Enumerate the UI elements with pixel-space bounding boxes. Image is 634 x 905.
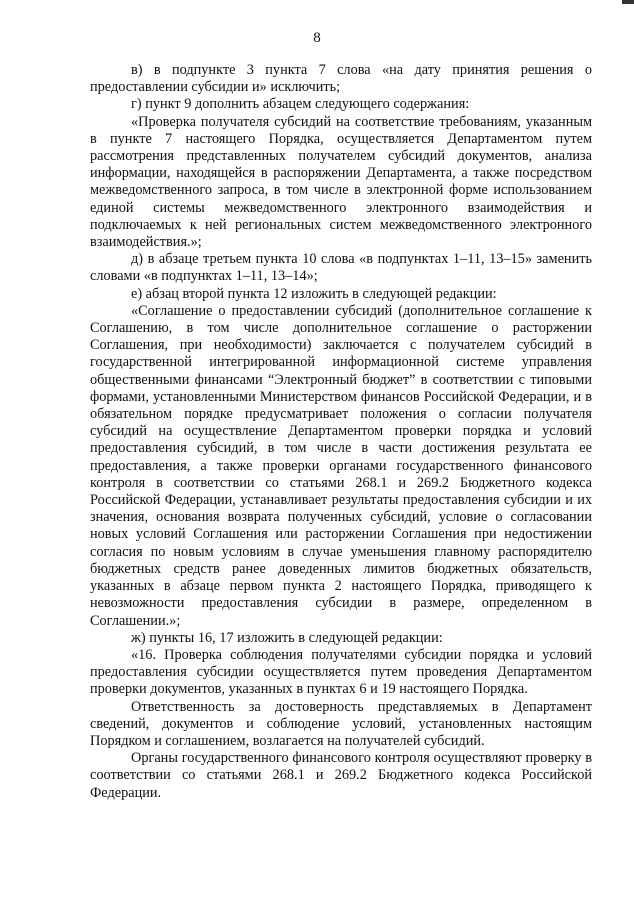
document-body xyxy=(90,62,592,802)
scan-corner-mark xyxy=(622,0,634,4)
paragraph-item-g: г) пункт 9 дополнить абзацем следующего содержания: xyxy=(131,96,470,113)
paragraph-item-e: е) абзац второй пункта 12 изложить в следующей редакции: xyxy=(131,285,497,302)
paragraph-financial-control: Органы государственного финансового контроля осуществляют проверку в соответствии со статьями 268.1 и 269.2 Бюджетного кодекса Российской Федерации. xyxy=(90,750,592,801)
paragraph-quote-agreement: «Соглашение о предоставлении субсидий (дополнительное соглашение к Соглашению, в том числе дополнительное соглашение о расторжении Соглашения, при необходимости) заключается с получателем субсидий в государственной интегрированной информационной системе управления общественными финансами “Электронный бюджет” в соответствии с типовыми формами, установленными Министерством финансов Российской Федерации, и в обязательном порядке предусматривает положения о согласии получателя субсидий на осуществление Департаментом проверки порядка и условий предоставления субсидий, в том числе в части достижения результата ее предоставления, а также проверки органами государственного финансового контроля в соответствии со статьями 268.1 и 269.2 Бюджетного кодекса Российской Федерации, устанавливает результаты предоставления субсидии и их значения, основания возврата полученных субсидий, условие о согласовании новых условий Соглашения или расторжении Соглашения при недостижении согласия по новым условиям в случае уменьшения главному распорядителю бюджетных средств ранее доведенных лимитов бюджетных обязательств, указанных в абзаце первом пункта 2 настоящего Порядка, приводящего к невозможности предоставления субсидии в размере, определенном в Соглашении.»; xyxy=(90,302,592,629)
paragraph-item-zh: ж) пункты 16, 17 изложить в следующей редакции: xyxy=(131,629,443,646)
paragraph-item-d: д) в абзаце третьем пункта 10 слова «в подпунктах 1–11, 13–15» заменить словами «в подпунктах 1–11, 13–14»; xyxy=(90,251,592,285)
page-number: 8 xyxy=(313,30,321,46)
paragraph-point-16: «16. Проверка соблюдения получателями субсидии порядка и условий предоставления субсидии осуществляется путем проведения Департаментом проверки документов, указанных в пунктах 6 и 19 настоящего Порядка. xyxy=(90,646,592,698)
paragraph-responsibility: Ответственность за достоверность представляемых в Департамент сведений, документов и соблюдение условий, установленных настоящим Порядком и соглашением, возлагается на получателей субсидий. xyxy=(90,698,592,749)
paragraph-item-v: в) в подпункте 3 пункта 7 слова «на дату принятия решения о предоставлении субсидии и» исключить; xyxy=(90,62,592,96)
paragraph-quote-verification: «Проверка получателя субсидий на соответствие требованиям, указанным в пункте 7 настоящего Порядка, осуществляется Департаментом путем рассмотрения представленных получателем субсидий документов, анализа информации, находящейся в распоряжении Департамента, а также посредством межведомственного запроса, в том числе в электронной форме использованием единой системы межведомственного электронного взаимодействия и подключаемых к ней региональных систем межведомственного электронного взаимодействия.»; xyxy=(90,113,592,251)
